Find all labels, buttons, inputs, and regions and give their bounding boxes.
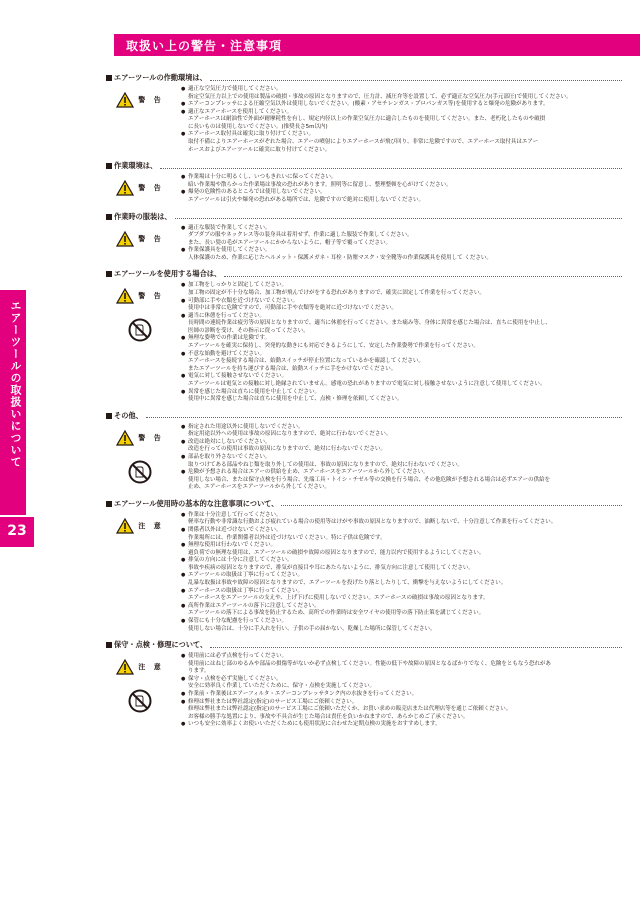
item-list <box>174 653 622 729</box>
item-detail-text: 安全に効率良く作業していただくために、保守・点検を実施してください。 <box>188 683 376 690</box>
section-heading <box>106 72 622 84</box>
item-main-text: ● 作業前・作業後はエアーフィルタ・エアーコンプレッサタンク内の水抜きを行ってください。 <box>188 691 622 699</box>
item-detail-text: 使用中に異常を感じた場合は直ちに使用を中止して、点検・修理を依頼してください。 <box>188 396 403 403</box>
sign-label: 警 告 <box>138 234 164 243</box>
item-main-text: ● 指定された用途以外に使用しないでください。 <box>188 424 622 432</box>
sign-column <box>106 86 174 154</box>
sign-column <box>106 174 174 204</box>
section-heading <box>106 498 622 510</box>
item-main-text: ● 適正な服装で作業してください。 <box>188 225 622 233</box>
section-body <box>106 86 622 154</box>
item-list <box>174 512 622 633</box>
item-detail-text: エアーツールは電気との接触に対し絶縁されていません。感電の恐れがありますので電気に対し接触させないように注意して使用してください。 <box>188 380 546 387</box>
section-heading-text: 作業時の服装は、 <box>114 211 172 221</box>
sign-label: 注 意 <box>138 663 164 672</box>
item-main-text: ● 部品を取り外さないでください。 <box>188 454 622 462</box>
item-main-text: ● 高所作業はエアーツールの落下に注意してください。 <box>188 603 622 611</box>
side-section-label: エアーツールの取扱いについて <box>9 300 22 468</box>
section-heading-text: 保守・点検・修理について、 <box>114 640 208 650</box>
item-main-text: ● 改造は絶対にしないでください。 <box>188 439 622 447</box>
item-detail-text: 指定用途以外への使用は事故の原因になりますので、絶対に行わないでください。 <box>188 431 392 438</box>
item-main-text: ● いつも安全に効率よくお使いいただくためにも使用状況に合わせた定期点検の実施をおすすめします。 <box>188 721 622 729</box>
item-detail-text: 事故や疾病の原因となりますので、排気が直接目や耳にあたらないように、排気方向に注意して使用してください。 <box>188 564 474 571</box>
section-heading-text: 作業環境は、 <box>114 161 158 171</box>
item-main-text: ● 関係者以外は近づけないでください。 <box>188 527 622 535</box>
item-detail-text: またエアーツールを持ち運びする場合は、始動スイッチに手をかけないでください。 <box>188 365 397 372</box>
item-detail-text: 長時間の連続作業は疲労等の原因となりますので、適当に休憩を行ってください。また痛み等、身体に異常を感じた場合は、直ちに使用を中止し、 <box>188 320 551 327</box>
hazard-sign <box>116 288 163 304</box>
section-heading-text: その他、 <box>114 410 143 420</box>
item-detail-text: ダブダブの服やネックレス等の装身具は着用せず、作業に適した服装で作業してください。 <box>188 232 413 239</box>
square-bullet-icon <box>106 501 112 507</box>
item-main-text: ● 適正な空気圧力で使用してください。 <box>188 86 622 94</box>
notice-section <box>106 410 622 492</box>
item-detail-text: 修理は弊社または弊社認定(指定)のサービス工場にご依頼いただくか、お買い求めの販売店または代理店等を通じご依頼ください。 <box>188 706 512 713</box>
item-main-text: ● 排気の方向には十分に注意してください。 <box>188 557 622 565</box>
item-detail-text: エアーツールは引火や爆発の恐れがある場所では、危険ですので絶対に使用しないでください。 <box>188 196 425 203</box>
square-bullet-icon <box>106 271 112 277</box>
header-bar <box>114 34 640 56</box>
dotted-leader <box>146 413 622 418</box>
item-detail-text: 改造を行っての使用は事故の原因になりますので、絶対に行わないでください。 <box>188 446 386 453</box>
square-bullet-icon <box>106 75 112 81</box>
item-main-text: ● 保守・点検を必ず実施してください。 <box>188 676 622 684</box>
section-body <box>106 653 622 729</box>
square-bullet-icon <box>106 642 112 648</box>
square-bullet-icon <box>106 413 112 419</box>
item-detail-text: 暗い作業場や散らかった作業場は事故の恐れがあります。照明等に留意し、整理整頓を心がけてください。 <box>188 181 452 188</box>
item-main-text: ● 危険が予想される場合はエアーの供給を止め、エアーホースをエアーツールから外してください。 <box>188 469 622 477</box>
item-main-text: ● エアーホースの取扱は丁寧に行ってください。 <box>188 588 622 596</box>
item-detail-text: エアーツールの落下による事故を防止するため、高所での作業時は安全ワイヤの使用等の落下防止策を講じてください。 <box>188 610 485 617</box>
item-main-text: ● 作業場は十分に明るくし、いつもきれいに保ってください。 <box>188 174 622 182</box>
warning-triangle-icon <box>116 430 134 446</box>
hazard-sign <box>116 92 163 108</box>
dotted-leader <box>281 501 622 506</box>
item-detail-text: 指定空気圧力以上での使用は製品の破損・事故の原因となりますので、圧力計、減圧弁等を設置して、必ず適正な空気圧力(手元部圧)で使用してください。 <box>188 93 572 100</box>
sign-column <box>106 282 174 403</box>
section-body <box>106 282 622 403</box>
page-number-box <box>0 516 34 547</box>
item-main-text: ● エアーコンプレッサによる圧縮空気以外は使用しないでください。(酸素・アセチレンガス・プロパンガス等)を使用すると爆発の危険があります。 <box>188 101 622 109</box>
sign-label: 警 告 <box>138 292 164 301</box>
sign-column <box>106 512 174 633</box>
item-detail-text: 作業場所には、作業関係者以外は近づけないでください。特に子供は危険です。 <box>188 534 386 541</box>
sign-label: 警 告 <box>138 433 164 442</box>
page-number: 23 <box>7 523 27 539</box>
item-detail-text: 取付不備によりエアーホースがぞれた場合、エアーの噴射によりエアーホースが飛び回り、非常に危険ですので、エアーホース取付具はエアー <box>188 139 539 146</box>
item-list <box>174 86 622 154</box>
item-main-text: ● 爆発の危険性のあるところでは使用しないでください。 <box>188 189 622 197</box>
section-body <box>106 225 622 263</box>
section-heading <box>106 211 622 223</box>
item-detail-text: エアーホースを接続する場合は、始動スイッチが停止位置になっているかを確認してください。 <box>188 358 424 365</box>
dotted-leader <box>210 643 622 648</box>
warning-triangle-icon <box>116 180 134 196</box>
item-detail-text: 使用中は非常に危険ですので、可動部に手や衣類等を絶対に近づけないでください。 <box>188 305 397 312</box>
item-main-text: ● 修理は弊社または弊社認定(指定)のサービス工場にご依頼ください。 <box>188 699 622 707</box>
sign-label: 注 意 <box>138 521 164 530</box>
item-main-text: ● 使用前には必ず点検を行ってください。 <box>188 653 622 661</box>
item-detail-text: 取りつけてある部品やねじ類を取り外しての使用は、事故の原因になりますので、絶対に行わないでください。 <box>188 461 463 468</box>
item-list <box>174 282 622 403</box>
section-heading <box>106 268 622 280</box>
item-detail-text: お客様の勝手な処置により、事故や不具合が生じた場合は責任を負いかねますので、あらかじめご了承ください。 <box>188 713 469 720</box>
hazard-sign <box>116 231 163 247</box>
section-body <box>106 424 622 492</box>
item-main-text: ● 作業保護具を使用してください。 <box>188 247 622 255</box>
item-detail-text: 軽率な行動や非常識な行動および疲れている場合の使用等はけがや事故の原因となりますので、油断しないで、十分注意して作業を行ってください。 <box>188 519 557 526</box>
item-main-text: ● 不意な始動を避けてください。 <box>188 351 622 359</box>
item-main-text: ● 加工物をしっかりと固定してください。 <box>188 282 622 290</box>
section-heading-text: エアーツールを使用する場合は、 <box>114 269 222 279</box>
warning-triangle-icon <box>116 659 134 675</box>
item-main-text: ● エアーホース取付具は確実に取り付けてください。 <box>188 131 622 139</box>
item-detail-text: 医師の診断を受け、その指示に従ってください。 <box>188 327 309 334</box>
dotted-leader <box>160 164 622 169</box>
item-main-text: ● 電気に対して接触させないでください。 <box>188 373 622 381</box>
item-list <box>174 225 622 263</box>
square-bullet-icon <box>106 214 112 220</box>
item-main-text: ● 異常を感じた場合は直ちに使用を中止してください。 <box>188 389 622 397</box>
hazard-sign <box>116 430 163 446</box>
sign-label: 警 告 <box>138 96 164 104</box>
dotted-leader <box>175 214 622 219</box>
item-detail-text: ホースおよびエアーツールに確実に取り付けてください。 <box>188 146 331 153</box>
item-main-text: ● 可動部に手や衣類を近づけないでください。 <box>188 298 622 306</box>
prohibition-icon <box>128 689 152 713</box>
item-main-text: ● 適当に休憩を行ってください。 <box>188 313 622 321</box>
square-bullet-icon <box>106 163 112 169</box>
hazard-sign <box>116 180 163 196</box>
section-heading-text: エアーツールの作動環境は、 <box>114 73 207 82</box>
item-main-text: ● 適正なエアーホースを使用してください。 <box>188 109 622 117</box>
sign-column <box>106 225 174 263</box>
prohibition-icon <box>128 460 152 484</box>
section-body <box>106 512 622 633</box>
item-main-text: ● 作業は十分注意して行ってください。 <box>188 512 622 520</box>
notice-section <box>106 72 622 154</box>
hazard-sign <box>116 659 163 675</box>
prohibition-icon <box>128 318 152 342</box>
section-heading <box>106 410 622 422</box>
item-detail-text: また、長い髪の毛がエアーツールにかからないように、帽子等で覆ってください。 <box>188 239 392 246</box>
item-detail-text: 加工物の固定が不十分な場合、加工物が飛んでけがをする恐れがありますので、確実に固定して作業を行ってください。 <box>188 289 485 296</box>
hazard-sign <box>116 518 163 534</box>
item-detail-text: 乱暴な取扱は事故や故障の原因となりますので、エアーツールを投げたり落としたりして、衝撃を与えないようにしてください。 <box>188 580 507 587</box>
item-detail-text: エアーツールを確実に保持し、突発的な動きにも対応できるようにして、安定した作業姿勢で作業を行ってください。 <box>188 343 479 350</box>
item-detail-text: 止め、エアーホースをエアーツールから外してください。 <box>188 484 330 491</box>
notice-section <box>106 639 622 729</box>
item-main-text: ● 無理な使用は行わないでください。 <box>188 542 622 550</box>
warning-triangle-icon <box>116 231 134 247</box>
item-main-text: ● 保管にも十分な配慮を行ってください。 <box>188 618 622 626</box>
item-detail-text: ります。 <box>188 668 210 675</box>
sign-column <box>106 653 174 729</box>
item-detail-text: 使用しない場合は、十分に手入れを行い、子供の手の届かない、乾燥した場所に保管してください。 <box>188 625 436 632</box>
item-detail-text: 使用しない場合、または保守点検を行う場合、先端工具・トイシ・チゼル等の交換を行う場合、その他危険が予想される場合は必ずエアーの供給を <box>188 476 551 483</box>
sign-label: 警 告 <box>138 184 164 193</box>
section-body <box>106 174 622 204</box>
item-list <box>174 424 622 492</box>
warning-triangle-icon <box>116 518 134 534</box>
item-detail-text: エアーホースは耐油性で外面が耐摩耗性を有し、規定内径以上の作業空気圧力に適合したものを使用してください。また、老朽化したものや破損 <box>188 116 546 123</box>
section-heading-text: エアーツール使用時の基本的な注意事項について、 <box>114 498 279 508</box>
warning-triangle-icon <box>116 92 134 108</box>
item-detail-text: 過負荷での無理な使用は、エアーツールの破損や故障の原因となりますので、能力以内で使用するようにしてください。 <box>188 549 485 556</box>
item-list <box>174 174 622 204</box>
sign-column <box>106 424 174 492</box>
item-detail-text: 使用前にはねじ部のゆるみや部品の損傷等がないか必ず点検してください。性能の低下や故障の原因となるばかりでなく、危険をともなう恐れがあ <box>188 660 551 667</box>
warning-triangle-icon <box>116 288 134 304</box>
item-detail-text: 人体保護のため、作業に応じたヘルメット・保護メガネ・耳栓・防塵マスク・安全靴等の作業保護具を使用して ください。 <box>188 254 492 261</box>
page-title: 取扱い上の警告・注意事項 <box>126 39 283 53</box>
notice-section <box>106 160 622 204</box>
notice-section <box>106 498 622 633</box>
section-heading <box>106 639 622 651</box>
dotted-leader <box>224 272 622 277</box>
notice-section <box>106 211 622 263</box>
dotted-leader <box>210 76 622 81</box>
section-heading <box>106 160 622 172</box>
notice-section <box>106 268 622 403</box>
main-content <box>106 72 622 729</box>
item-detail-text: に長いものは使用しないでください。(推奨長さ5m以内) <box>188 123 328 130</box>
item-main-text: ● エアーツールの取扱は丁寧に行ってください。 <box>188 572 622 580</box>
item-detail-text: エアーホースをエアーツールの支えや、上げ下げに使用しないでください。エアーホースの破損は事故の原因となります。 <box>188 595 489 602</box>
item-main-text: ● 無理な姿勢での作業は危険です。 <box>188 335 622 343</box>
